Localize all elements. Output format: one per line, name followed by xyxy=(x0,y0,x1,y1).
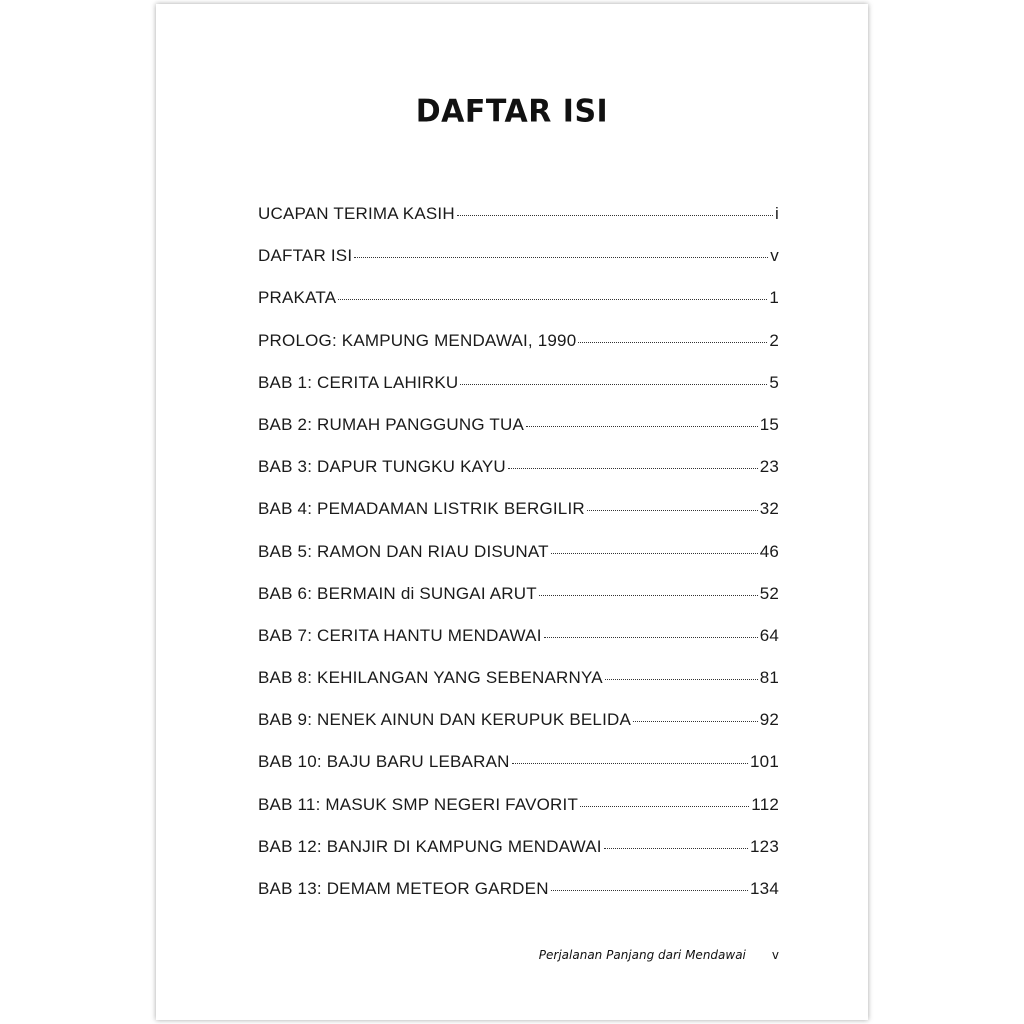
toc-entry-page: 1 xyxy=(769,288,779,308)
toc-entry-label: BAB 10: BAJU BARU LEBARAN xyxy=(258,752,510,772)
toc-entry xyxy=(258,204,779,246)
dot-leader xyxy=(460,384,767,385)
toc-entry xyxy=(258,499,779,541)
dot-leader xyxy=(605,679,758,680)
toc-entry-page: 52 xyxy=(759,583,779,603)
toc-entry-label: BAB 2: RUMAH PANGGUNG TUA xyxy=(258,414,525,434)
toc-entry-label: UCAPAN TERIMA KASIH xyxy=(258,204,455,223)
toc-entry-page: i xyxy=(775,204,779,223)
dot-leader xyxy=(512,763,748,764)
toc-entry-label: BAB 8: KEHILANGAN YANG SEBENARNYA xyxy=(258,668,603,688)
toc-entry-page: 46 xyxy=(759,541,779,561)
toc-entry xyxy=(258,837,779,879)
toc-entry-page: 32 xyxy=(759,499,779,519)
toc-entry-label: BAB 3: DAPUR TUNGKU KAYU xyxy=(258,457,506,477)
toc-entry-page: 101 xyxy=(750,752,779,772)
toc-entry xyxy=(258,710,779,752)
toc-entry-label: BAB 12: BANJIR DI KAMPUNG MENDAWAI xyxy=(258,836,602,856)
dot-leader xyxy=(551,890,748,891)
page-title: DAFTAR ISI xyxy=(415,93,609,130)
page-number: v xyxy=(771,948,779,962)
toc-entry xyxy=(258,457,779,499)
toc-entry-label: BAB 9: NENEK AINUN DAN KERUPUK BELIDA xyxy=(258,710,632,730)
toc-entry-label: PROLOG: KAMPUNG MENDAWAI, 1990 xyxy=(258,330,577,350)
table-of-contents xyxy=(258,204,779,921)
toc-entry-page: v xyxy=(770,246,779,266)
toc-entry xyxy=(258,542,779,584)
toc-entry-label: BAB 1: CERITA LAHIRKU xyxy=(258,372,459,392)
toc-entry-label: BAB 11: MASUK SMP NEGERI FAVORIT xyxy=(258,794,579,814)
dot-leader xyxy=(604,848,748,849)
running-title: Perjalanan Panjang dari Mendawai xyxy=(538,948,746,962)
toc-entry-label: PRAKATA xyxy=(258,288,337,308)
toc-entry xyxy=(258,668,779,710)
dot-leader xyxy=(578,342,767,343)
toc-entry xyxy=(258,626,779,668)
toc-entry-page: 5 xyxy=(769,372,779,392)
dot-leader xyxy=(526,426,758,427)
toc-entry xyxy=(258,288,779,330)
toc-entry-page: 2 xyxy=(769,330,779,350)
toc-entry xyxy=(258,246,779,288)
dot-leader xyxy=(539,595,758,596)
dot-leader xyxy=(338,299,767,300)
toc-entry-label: BAB 7: CERITA HANTU MENDAWAI xyxy=(258,625,542,645)
toc-entry-page: 81 xyxy=(759,668,779,688)
toc-entry xyxy=(258,415,779,457)
toc-entry-page: 123 xyxy=(750,836,779,856)
toc-entry-page: 134 xyxy=(750,879,779,898)
toc-entry-page: 92 xyxy=(759,710,779,730)
toc-entry xyxy=(258,752,779,794)
toc-entry-label: DAFTAR ISI xyxy=(258,246,353,266)
page-footer xyxy=(156,948,779,962)
toc-entry-page: 15 xyxy=(759,414,779,434)
dot-leader xyxy=(544,637,758,638)
toc-entry-label: BAB 13: DEMAM METEOR GARDEN xyxy=(258,879,549,898)
dot-leader xyxy=(508,468,758,469)
toc-entry xyxy=(258,795,779,837)
dot-leader xyxy=(354,257,768,258)
toc-entry xyxy=(258,331,779,373)
toc-entry-label: BAB 5: RAMON DAN RIAU DISUNAT xyxy=(258,541,549,561)
dot-leader xyxy=(551,553,758,554)
toc-entry xyxy=(258,584,779,626)
toc-entry-page: 64 xyxy=(759,625,779,645)
dot-leader xyxy=(587,510,758,511)
toc-entry-page: 112 xyxy=(751,794,779,814)
document-page xyxy=(156,4,868,1020)
toc-entry xyxy=(258,373,779,415)
dot-leader xyxy=(457,215,773,216)
dot-leader xyxy=(580,806,749,807)
toc-entry-label: BAB 6: BERMAIN di SUNGAI ARUT xyxy=(258,583,537,603)
dot-leader xyxy=(633,721,758,722)
toc-entry-label: BAB 4: PEMADAMAN LISTRIK BERGILIR xyxy=(258,499,585,519)
toc-entry xyxy=(258,879,779,921)
toc-entry-page: 23 xyxy=(759,457,779,477)
